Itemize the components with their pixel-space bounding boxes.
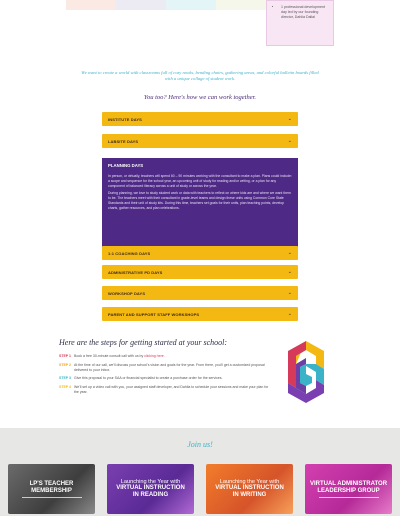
accordion-label: PARENT AND SUPPORT STAFF WORKSHOPS xyxy=(108,311,200,317)
step-1 xyxy=(59,354,269,359)
step-text: At the time of our call, we'll discuss your school's vision and goals for the year. From there, you'll get a customized proposal delivered to your inbox. xyxy=(74,362,265,372)
step-text: Give this proposal to your SAA or financial specialist to create a purchase order for the services. xyxy=(74,376,223,381)
top-card-4 xyxy=(216,0,266,10)
step-number: STEP 4 xyxy=(59,385,71,390)
tile-line-3: IN READING xyxy=(132,492,169,499)
accordion-label: WORKSHOP DAYS xyxy=(108,290,146,296)
tile-line-2: VIRTUAL INSTRUCTION xyxy=(215,485,284,492)
tile-line-2: VIRTUAL INSTRUCTION xyxy=(116,485,185,492)
chevron-down-icon: ⌄ xyxy=(287,289,292,296)
virtual-writing-tile[interactable] xyxy=(206,464,293,514)
top-cards-strip xyxy=(66,0,266,10)
consult-call-link[interactable]: clicking here. xyxy=(144,354,165,358)
tile-line-1: Launching the Year with xyxy=(219,479,280,485)
step-4 xyxy=(59,385,269,395)
accordion-coaching-days[interactable] xyxy=(102,246,298,260)
tile-line-1: VIRTUAL ADMINISTRATOR xyxy=(309,480,388,487)
administrator-leadership-tile[interactable] xyxy=(305,464,392,514)
chevron-down-icon: ⌄ xyxy=(287,137,292,144)
virtual-reading-tile[interactable] xyxy=(107,464,194,514)
steps-list xyxy=(59,354,269,399)
accordion-workshop-days[interactable] xyxy=(102,286,298,300)
accordion-planning-days-panel[interactable] xyxy=(102,158,298,250)
chevron-down-icon: ⌄ xyxy=(287,310,292,317)
accordion-label: INSTITUTE DAYS xyxy=(108,116,142,122)
intro-tagline: We want to create a world with classrooms full of cozy nooks, bending chairs, gathering areas, and colorful bulletin boards filled with a unique collage of student work. xyxy=(81,70,319,81)
steps-heading: Here are the steps for getting started at your school: xyxy=(59,338,228,347)
pd-day-bullet: • 1 professional development day led by our founding director, Dahlia Dallal xyxy=(281,5,328,20)
tile-line-1: LP'S TEACHER xyxy=(29,480,74,487)
chevron-down-icon: ⌄ xyxy=(287,115,292,122)
join-us-section xyxy=(0,428,400,516)
chevron-down-icon: ⌄ xyxy=(287,268,292,275)
panel-paragraph-2: During planning, we love to study student work or data with teachers to reflect on where kids are and where we want them to be. The teachers meet with their consultant in grade-level teams and design these units using Common Core State Standards and their unit of study kits. During this time, teachers set goals for their units, plan teaching points, develop charts, gather resources, and plan celebrations. xyxy=(108,191,291,210)
step-text xyxy=(74,354,269,359)
accordion-label: 1:1 COACHING DAYS xyxy=(108,250,151,256)
step-text: We'll set up a video call with you, your assigned staff developer, and Dahlia to schedule your sessions and make your plan for the year. xyxy=(74,385,269,394)
join-tiles xyxy=(8,464,392,514)
tile-underline xyxy=(319,497,379,498)
panel-paragraph-1: In person, or virtually, teachers will spend 60 – 90 minutes working with the consultant to make a plan. Plans could include: a scope and sequence for the school year, an upcoming unit of study for reading and/or writing, or a plan for any component of balanced literacy across a unit of study or across the year. xyxy=(108,174,292,188)
step-number: STEP 1 xyxy=(59,354,71,358)
step-number: STEP 3 xyxy=(59,376,71,381)
brand-hexagon-logo-icon xyxy=(286,339,326,405)
work-together-heading: You too? Here's how we can work together. xyxy=(143,94,257,101)
step-text-body: Book a free 30-minute consult call with us by xyxy=(74,354,145,358)
tile-underline xyxy=(22,497,82,498)
accordion-label: ADMINISTRATIVE PD DAYS xyxy=(108,269,163,275)
pd-day-box xyxy=(266,0,334,46)
panel-title: PLANNING DAYS xyxy=(108,163,144,168)
accordion-label: LABSITE DAYS xyxy=(108,138,139,144)
tile-line-3: IN WRITING xyxy=(232,492,267,499)
tile-line-2: MEMBERSHIP xyxy=(31,487,72,494)
accordion-administrative-pd-days[interactable] xyxy=(102,265,298,279)
step-number: STEP 2 xyxy=(59,362,71,367)
tile-line-1: Launching the Year with xyxy=(120,479,181,485)
step-2 xyxy=(59,363,269,373)
step-3 xyxy=(59,376,269,381)
top-card-2 xyxy=(116,0,166,10)
accordion-labsite-days[interactable] xyxy=(102,134,298,148)
join-us-heading: Join us! xyxy=(187,440,213,449)
top-card-1 xyxy=(66,0,116,10)
top-card-3 xyxy=(166,0,216,10)
tile-line-2: LEADERSHIP GROUP xyxy=(317,487,380,494)
teacher-membership-tile[interactable] xyxy=(8,464,95,514)
accordion-institute-days[interactable] xyxy=(102,112,298,126)
chevron-down-icon: ⌄ xyxy=(287,249,292,256)
accordion-parent-support-staff-workshops[interactable] xyxy=(102,307,298,321)
